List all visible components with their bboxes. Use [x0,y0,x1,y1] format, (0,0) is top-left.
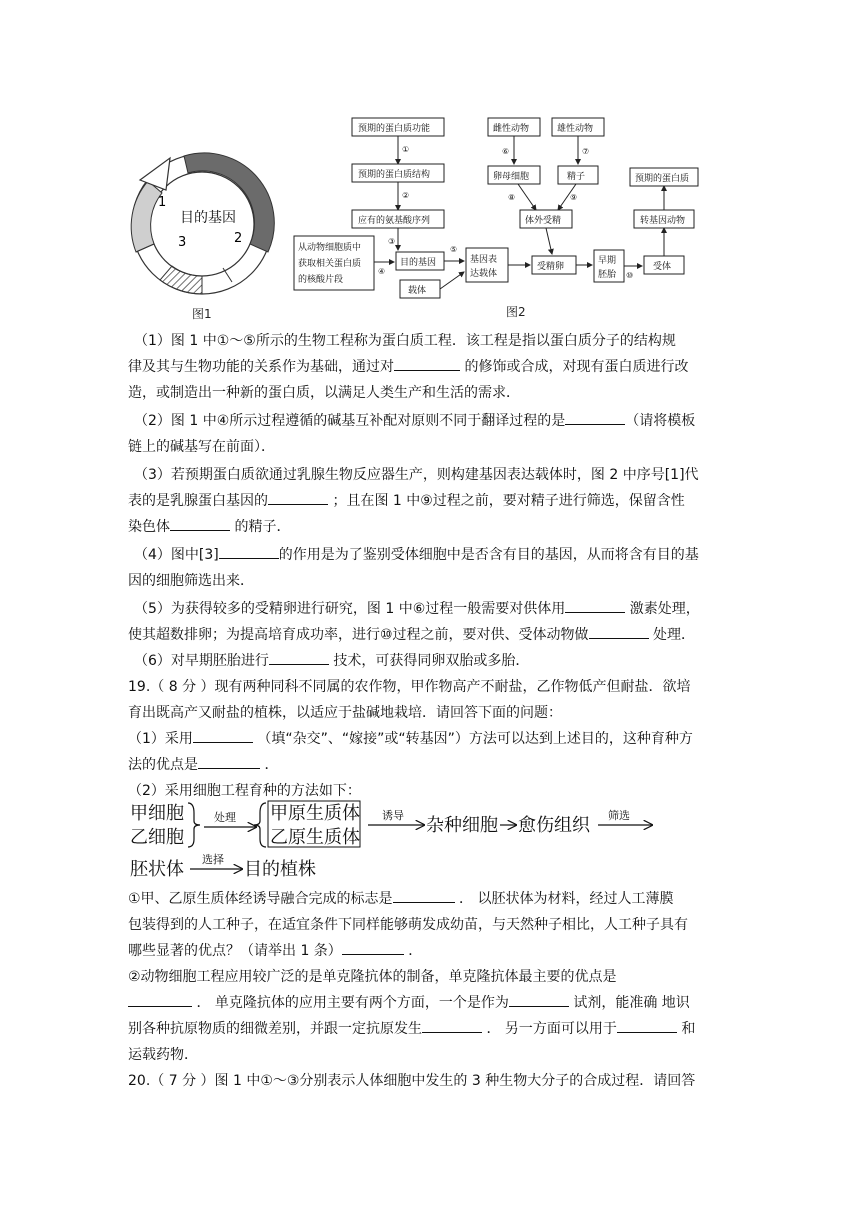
answer-blank[interactable] [394,356,460,371]
q1-line-3: 造，或制造出一种新的蛋白质，以满足人类生产和生活的需求． [128,385,520,401]
answer-blank[interactable] [268,490,328,505]
box-oocyte [488,166,540,184]
q5-line-2: 使其超数排卵；为提高培育成功率，进行⑩过程之前，要对供、受体动物做 处理． [128,624,695,644]
p19-line-2: 育出既高产又耐盐的植株，以适应于盐碱地栽培．请回答下面的问题： [128,705,562,721]
svg-text:雄性动物: 雄性动物 [557,124,594,134]
q4-line-1: （4）图中[3] 的作用是为了鉴别受体细胞中是否含有目的基因，从而将含有目的基 [134,544,699,564]
flow-protoplast-b: 乙原生质体 [270,827,360,848]
p19-c2-line-2: ． 单克隆抗体的应用主要有两个方面，一个是作为 试剂，能准确 地识 [128,992,690,1012]
p20-line-1: 20.（ 7 分 ）图 1 中①～③分别表示人体细胞中发生的 3 种生物大分子的合成过程．请回答 [128,1073,696,1089]
answer-blank[interactable] [509,992,569,1007]
cell-engineering-flow [128,797,668,881]
answer-blank[interactable] [422,1018,482,1033]
answer-blank[interactable] [128,992,192,1007]
q3-line-1: （3）若预期蛋白质欲通过乳腺生物反应器生产，则构建基因表达载体时，图 2 中序号[1]代 [134,467,699,483]
answer-blank[interactable] [342,940,404,955]
answer-blank[interactable] [617,1018,677,1033]
step-1-label: ① [402,145,410,154]
step-8-label: ⑧ [508,193,516,202]
q3-line-3: 染色体 的精子． [128,516,290,536]
q1-line-1: （1）图 1 中①～⑤所示的生物工程称为蛋白质工程．该工程是指以蛋白质分子的结构规 [134,333,676,349]
q4-line-2: 因的细胞筛选出来． [128,573,254,589]
p19-c2-line-1: ②动物细胞工程应用较广泛的是单克隆抗体的制备，单克隆抗体最主要的优点是 [128,969,617,985]
flow-cell-a: 甲细胞 [130,803,184,824]
figure-1-caption: 图1 [192,307,212,320]
box-amino-acid-sequence [352,210,444,228]
svg-text:体外受精: 体外受精 [525,216,562,226]
answer-blank[interactable] [565,410,625,425]
svg-text:受体: 受体 [653,262,672,272]
step-3-label: ③ [388,237,396,246]
box-male-animal [552,118,604,136]
figure-2-flowchart [290,112,710,322]
figure-1-num-2: 2 [234,231,243,246]
svg-text:达载体: 达载体 [470,269,498,279]
box-sperm [558,166,598,184]
box-target-gene [396,252,444,270]
q2-line-2: 链上的碱基写在前面）． [128,439,275,455]
svg-text:获取相关蛋白质: 获取相关蛋白质 [298,259,362,269]
svg-text:基因表: 基因表 [470,255,498,265]
box-fertilized-egg [532,256,576,274]
q5-line-1: （5）为获得较多的受精卵进行研究，图 1 中⑥过程一般需要对供体用 激素处理， [134,598,700,618]
svg-text:预期的蛋白质功能: 预期的蛋白质功能 [358,124,431,134]
box-expected-protein [630,168,698,186]
step-10-label: ⑩ [626,271,634,280]
figure-1-num-1: 1 [158,195,167,210]
svg-text:应有的氨基酸序列: 应有的氨基酸序列 [358,216,431,226]
flow-target-plant: 目的植株 [244,859,316,880]
answer-blank[interactable] [565,598,625,613]
figure-1-num-3: 3 [178,235,187,250]
target-gene-segment [184,153,274,252]
flow-hybrid-cell: 杂种细胞 [426,815,498,836]
flow-cell-b: 乙细胞 [130,827,184,848]
step-7-label: ⑦ [582,147,590,156]
box-vector [400,280,440,298]
svg-text:雌性动物: 雌性动物 [493,124,530,134]
step-6-label: ⑥ [502,147,510,156]
svg-text:预期的蛋白质: 预期的蛋白质 [635,174,690,184]
svg-text:胚胎: 胚胎 [598,270,617,280]
p19-c1-line-2: 包装得到的人工种子，在适宜条件下同样能够萌发成幼苗，与天然种子相比，人工种子具有 [128,917,688,933]
p19-q2-line: （2）采用细胞工程育种的方法如下： [128,783,361,799]
svg-text:目的基因: 目的基因 [400,258,437,268]
brace-icon [188,803,200,847]
box-female-animal [488,118,540,136]
svg-text:从动物细胞质中: 从动物细胞质中 [298,243,362,253]
flow-callus: 愈伤组织 [518,815,590,836]
box-early-embryo [594,250,624,282]
answer-blank[interactable] [198,754,260,769]
flow-protoplast-a: 甲原生质体 [270,803,360,824]
p19-line-1: 19.（ 8 分 ）现有两种同科不同属的农作物，甲作物高产不耐盐，乙作物低产但耐盐．欲培 [128,679,691,695]
answer-blank[interactable] [269,650,329,665]
step-4-label: ④ [378,267,386,276]
step-9-label: ⑨ [570,193,578,202]
step-5-label: ⑤ [450,245,458,254]
flow-label-screen: 筛选 [608,809,630,822]
answer-blank[interactable] [193,728,253,743]
answer-blank[interactable] [393,888,455,903]
box-expected-structure [352,164,444,182]
svg-text:的核酸片段: 的核酸片段 [298,275,344,285]
box-expression-vector [466,248,508,282]
answer-blank[interactable] [589,624,649,639]
q6-line-1: （6）对早期胚胎进行 技术，可获得同卵双胎或多胎． [134,650,529,670]
svg-text:卵母细胞: 卵母细胞 [493,172,530,182]
box-transgenic-animal [634,210,694,228]
svg-text:受精卵: 受精卵 [537,262,565,272]
q1-line-2: 律及其与生物功能的关系作为基础，通过对 的修饰或合成，对现有蛋白质进行改 [128,356,688,376]
box-expected-function [352,118,444,136]
flow-label-select: 选择 [202,853,224,866]
svg-text:载体: 载体 [408,286,427,296]
p19-c2-line-3: 别各种抗原物质的细微差别，并跟一定抗原发生 ． 另一方面可以用于 和 [128,1018,695,1038]
step-2-label: ② [402,191,410,200]
box-recipient [644,256,684,274]
brace-icon [254,803,266,847]
q3-line-2: 表的是乳腺蛋白基因的 ；且在图 1 中⑨过程之前，要对精子进行筛选，保留含性 [128,490,685,510]
flow-label-induce: 诱导 [382,809,404,822]
figure-1-center-label: 目的基因 [180,210,236,226]
svg-text:预期的蛋白质结构: 预期的蛋白质结构 [358,170,431,180]
p19-c2-line-4: 运载药物． [128,1047,198,1063]
p19-c1-line-1: ①甲、乙原生质体经诱导融合完成的标志是 ． 以胚状体为材料，经过人工薄膜 [128,888,673,908]
svg-text:转基因动物: 转基因动物 [640,216,686,226]
answer-blank[interactable] [170,516,230,531]
p19-c1-line-3: 哪些显著的优点？（请举出 1 条） ． [128,940,422,960]
q2-line-1: （2）图 1 中④所示过程遵循的碱基互补配对原则不同于翻译过程的是 （请将模板 [134,410,695,430]
flow-label-treat: 处理 [214,811,236,824]
figure-2-caption: 图2 [506,305,526,319]
svg-text:精子: 精子 [567,172,586,182]
box-nucleic-acid-source [294,236,374,290]
svg-text:早期: 早期 [598,256,617,266]
p19-q1-line-1: （1）采用 （填“杂交”、“嫁接”或“转基因”）方法可以达到上述目的，这种育种方 [128,728,693,748]
flow-embryoid: 胚状体 [130,859,184,880]
box-in-vitro-fertilization [520,210,572,228]
figure-1-plasmid [120,140,290,320]
p19-q1-line-2: 法的优点是 ． [128,754,278,774]
answer-blank[interactable] [219,544,279,559]
